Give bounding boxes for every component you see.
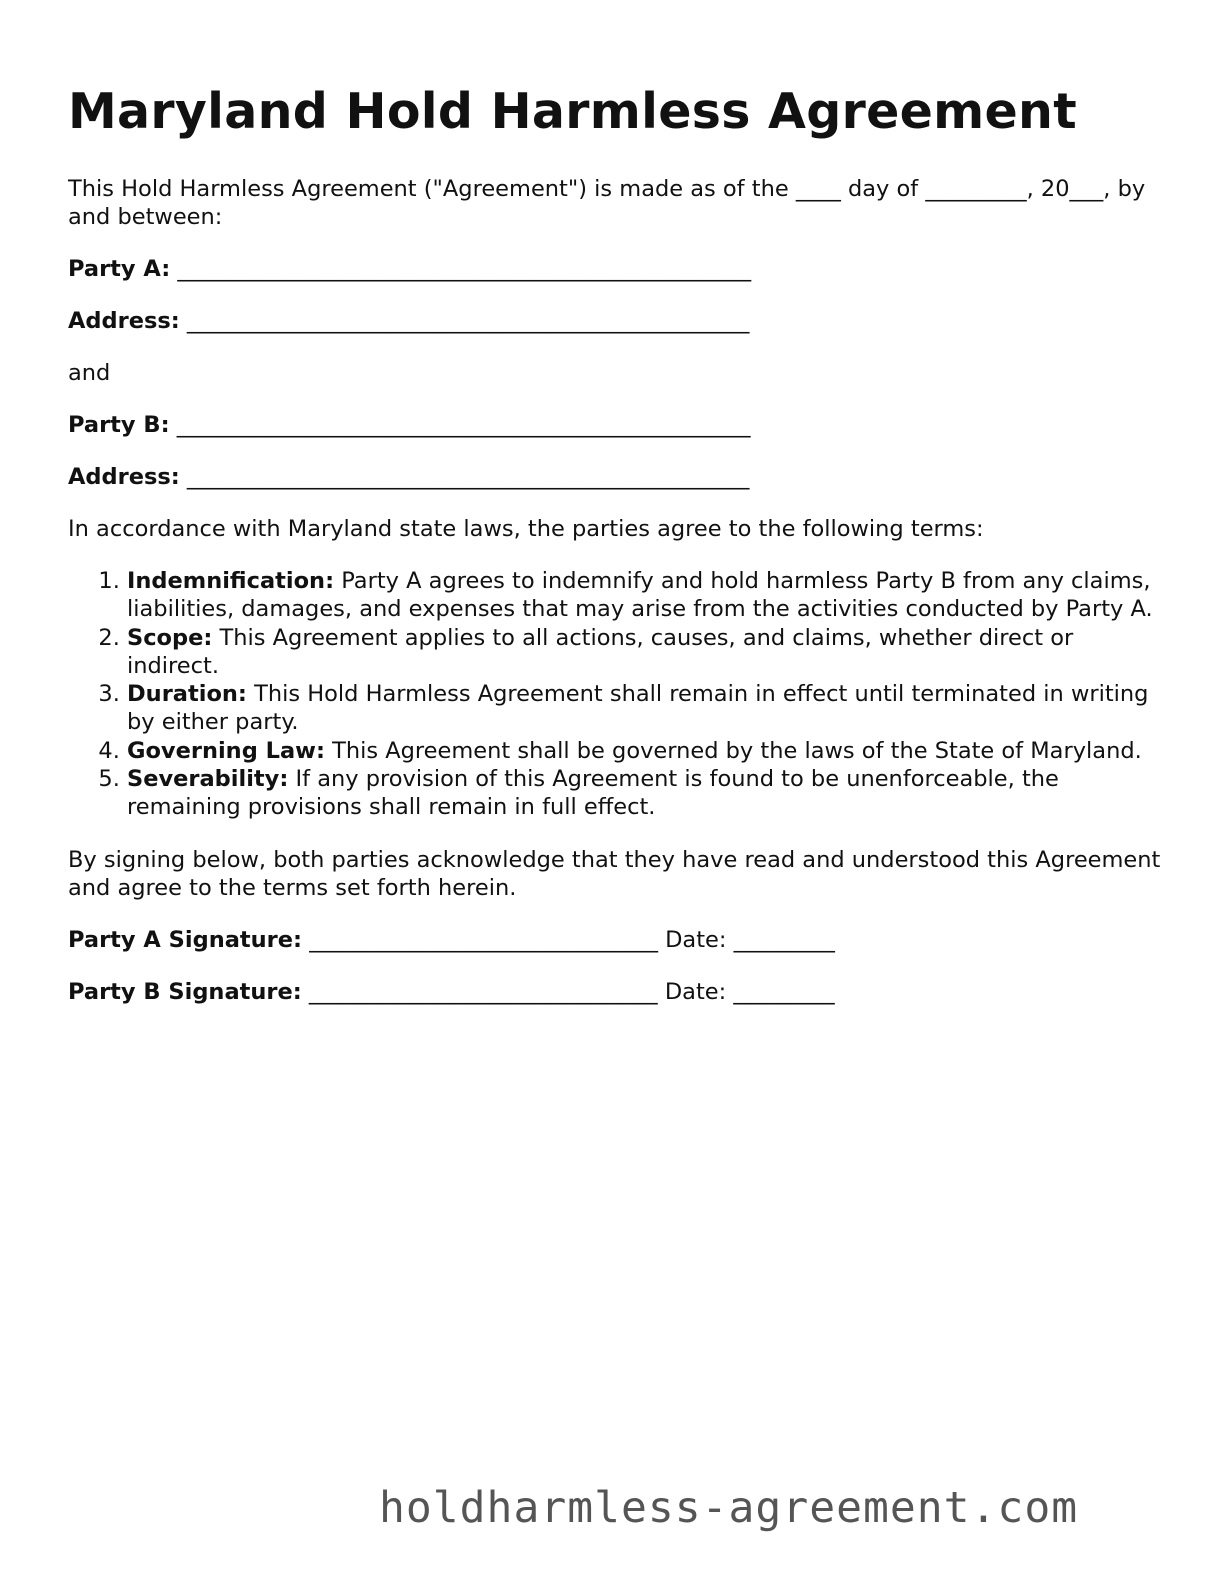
signature-a-field bbox=[68, 926, 1168, 954]
term-text: Party A agrees to indemnify and hold harmless Party B from any claims, liabilities, damages, and expenses that may arise from the activities conducted by Party A. bbox=[127, 568, 1153, 623]
page-title: Maryland Hold Harmless Agreement bbox=[68, 83, 1077, 140]
term-heading: Governing Law: bbox=[127, 737, 325, 764]
signature-b-line: _______________________________ bbox=[308, 978, 658, 1005]
signature-a-line: _______________________________ bbox=[309, 926, 658, 953]
party-a-address-field bbox=[68, 307, 1168, 335]
party-b-label: Party B: bbox=[68, 412, 170, 438]
term-item bbox=[127, 765, 1168, 822]
term-text: This Agreement applies to all actions, causes, and claims, whether direct or indirect. bbox=[127, 624, 1074, 679]
party-a-address-label: Address: bbox=[68, 308, 180, 334]
closing-paragraph: By signing below, both parties acknowledge that they have read and understood this Agreement and agree to the terms set forth herein. bbox=[68, 846, 1161, 901]
party-b-address-field bbox=[68, 463, 1168, 491]
term-text: This Hold Harmless Agreement shall remain in effect until terminated in writing by either party. bbox=[127, 681, 1149, 736]
signature-a-date-label: Date: bbox=[665, 926, 727, 953]
term-item bbox=[127, 737, 1168, 765]
term-heading: Severability: bbox=[127, 766, 289, 793]
party-a-line: ___________________________________________________ bbox=[177, 256, 752, 282]
term-text: If any provision of this Agreement is found to be unenforceable, the remaining provisions shall remain in full effect. bbox=[127, 766, 1059, 821]
party-a-field bbox=[68, 255, 1168, 283]
terms-list bbox=[68, 567, 1168, 822]
signature-b-label: Party B Signature: bbox=[68, 978, 302, 1005]
intro-paragraph: This Hold Harmless Agreement ("Agreement") is made as of the ____ day of _________, 20___, by and between: bbox=[68, 176, 1146, 230]
term-heading: Indemnification: bbox=[127, 568, 335, 594]
signature-b-date-line: _________ bbox=[733, 978, 835, 1005]
signature-b-field bbox=[68, 978, 1168, 1006]
terms-intro: In accordance with Maryland state laws, the parties agree to the following terms: bbox=[68, 516, 984, 542]
signature-a-label: Party A Signature: bbox=[68, 926, 303, 953]
term-text: This Agreement shall be governed by the laws of the State of Maryland. bbox=[332, 737, 1142, 764]
party-b-line: ___________________________________________________ bbox=[176, 412, 751, 438]
term-item bbox=[127, 624, 1168, 681]
term-heading: Duration: bbox=[127, 681, 247, 708]
term-item bbox=[127, 567, 1168, 624]
footer-watermark: holdharmless-agreement.com bbox=[379, 1483, 1079, 1533]
party-a-address-line: __________________________________________________ bbox=[186, 308, 750, 334]
party-a-label: Party A: bbox=[68, 256, 171, 282]
party-b-address-label: Address: bbox=[68, 464, 180, 490]
party-b-address-line: __________________________________________________ bbox=[186, 464, 750, 490]
term-item bbox=[127, 680, 1168, 737]
term-heading: Scope: bbox=[127, 624, 213, 651]
signature-a-date-line: _________ bbox=[733, 926, 835, 953]
signature-b-date-label: Date: bbox=[664, 978, 727, 1005]
and-text: and bbox=[68, 360, 111, 386]
party-b-field bbox=[68, 411, 1168, 439]
document-page bbox=[68, 80, 1168, 1030]
